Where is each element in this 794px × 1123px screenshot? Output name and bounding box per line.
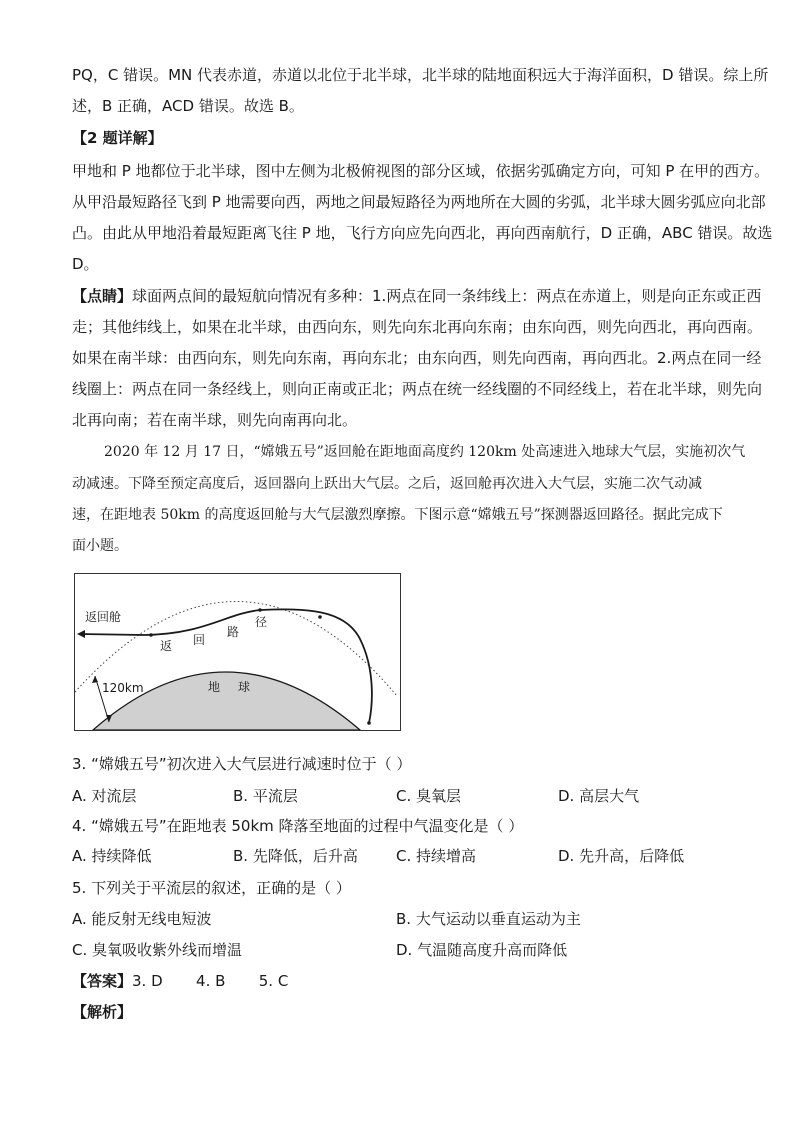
return-path-diagram [75,574,400,730]
tip-line-3: 如果在南半球：由西向东，则先向东南，再向东北；由东向西，则先向西南，再向西北。2.两点在同一经 [72,349,762,367]
tip-line-5: 北再向南；若在南半球，则先向南再向北。 [72,411,358,429]
q5-option-b[interactable]: B. 大气运动以垂直运动为主 [396,910,581,928]
q5-option-a[interactable]: A. 能反射无线电短波 [72,910,212,928]
question-4-stem: 4. “嫦娥五号”在距地表 50km 降落至地面的过程中气温变化是（ ） [72,817,524,835]
path-point-3 [318,615,322,619]
q2-line-1: 甲地和 P 地都位于北半球，图中左侧为北极俯视图的部分区域，依据劣弧确定方向，可知 P 在甲的西方。 [72,162,770,180]
tip-line-4: 线圈上：两点在同一条经线上，则向正南或正北；两点在统一经线圈的不同经线上，若在北半球，则先向 [72,380,763,398]
path-char-1: 返 [160,639,173,653]
path-char-2: 回 [193,633,206,647]
tip-label: 【点睛】 [72,287,133,305]
tip-line-1 [72,285,761,307]
tip-text-1: 球面两点间的最短航向情况有多种：1.两点在同一条纬线上：两点在赤道上，则是向正东或正西 [132,287,762,305]
answer-text: 3. D 4. B 5. C [132,972,289,990]
altitude-label: 120km [102,681,144,695]
q2-line-3: 凸。由此从甲地沿着最短距离飞往 P 地，飞行方向应先向西北，再向西南航行，D 正确，ABC 错误。故选 [72,224,773,242]
tip-line-2: 走；其他纬线上，如果在北半球，由西向东，则先向东北再向东南；由东向西，则先向西北，再向西南。 [72,318,763,336]
analysis-prev-line-1: PQ，C 错误。MN 代表赤道，赤道以北位于北半球，北半球的陆地面积远大于海洋面积，D 错误。综上所 [72,66,769,84]
path-char-3: 路 [227,625,240,639]
question-3-stem: 3. “嫦娥五号”初次进入大气层进行减速时位于（ ） [72,755,412,773]
q4-option-d[interactable]: D. 先升高，后降低 [558,847,685,865]
q3-option-b[interactable]: B. 平流层 [233,787,298,805]
q4-option-a[interactable]: A. 持续降低 [72,847,152,865]
q2-line-4: D。 [72,255,99,273]
q3-option-c[interactable]: C. 臭氧层 [396,787,462,805]
return-path-figure [74,573,401,731]
analysis-prev-line-2: 述，B 正确，ACD 错误。故选 B。 [72,97,304,115]
passage-line-4: 面小题。 [72,538,128,554]
answer-line [72,970,288,992]
path-point-2 [258,608,262,612]
altitude-arrow-head-top [92,676,98,683]
return-path-arrowhead [77,630,85,638]
question-5-stem: 5. 下列关于平流层的叙述，正确的是（ ） [72,879,351,897]
earth-char-2: 球 [238,680,251,694]
q4-option-c[interactable]: C. 持续增高 [396,847,477,865]
path-point-1 [149,633,153,637]
earth-char-1: 地 [208,680,221,694]
q5-option-d[interactable]: D. 气温随高度升高而降低 [396,941,568,959]
q2-heading: 【2 题详解】 [72,129,163,147]
q3-option-d[interactable]: D. 高层大气 [558,787,640,805]
passage-line-2: 动减速。下降至预定高度后，返回器向上跃出大气层。之后，返回舱再次进入大气层，实施二次气动减 [72,476,702,492]
q3-option-a[interactable]: A. 对流层 [72,787,137,805]
path-point-4 [367,721,371,725]
path-char-4: 径 [255,615,268,629]
passage-line-1: 2020 年 12 月 17 日，“嫦娥五号”返回舱在距地面高度约 120km 处高速进入地球大气层，实施初次气 [104,444,746,460]
q4-option-b[interactable]: B. 先降低，后升高 [233,847,358,865]
q5-option-c[interactable]: C. 臭氧吸收紫外线而增温 [72,941,243,959]
q2-line-2: 从甲沿最短路径飞到 P 地需要向西，两地之间最短路径为两地所在大圆的劣弧，北半球大圆劣弧应向北部 [72,193,766,211]
passage-line-3: 速，在距地表 50km 的高度返回舱与大气层激烈摩擦。下图示意“嫦娥五号”探测器返回路径。据此完成下 [72,507,723,523]
answer-label: 【答案】 [72,972,133,990]
analysis-heading: 【解析】 [72,1003,133,1021]
capsule-label: 返回舱 [85,610,122,624]
